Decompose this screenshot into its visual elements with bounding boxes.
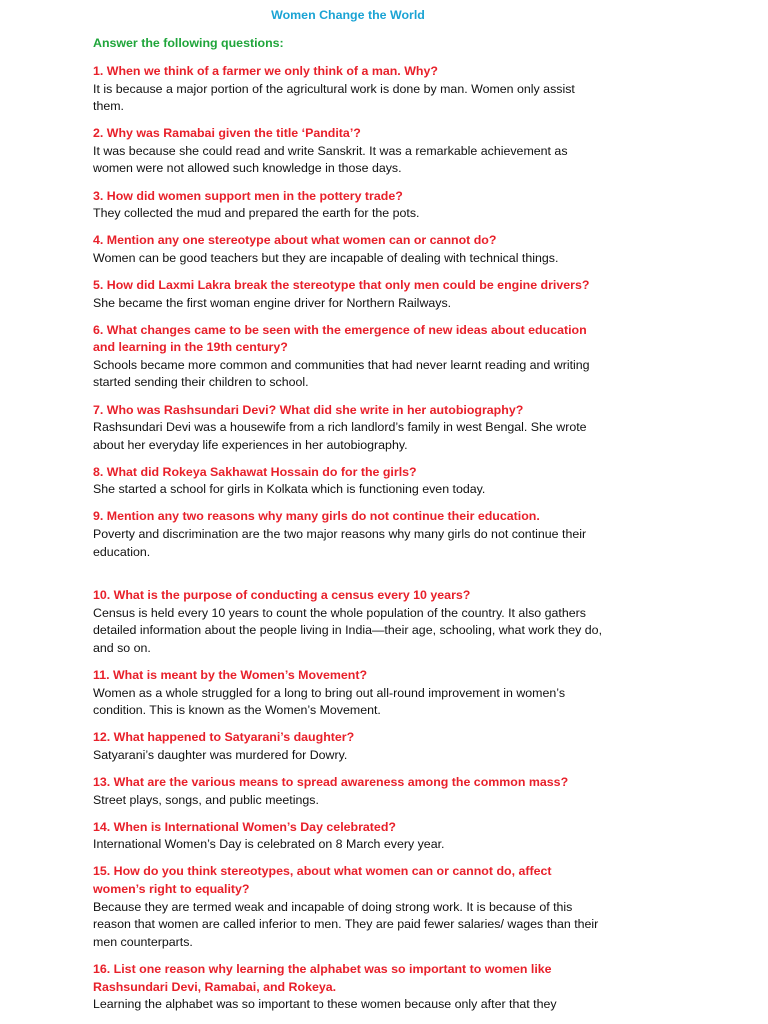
qa-item: [93, 774, 605, 809]
page-title: Women Change the World: [271, 8, 425, 22]
answer-text: It is because a major portion of the agricultural work is done by man. Women only assist them.: [93, 81, 575, 114]
answer-text: Women can be good teachers but they are incapable of dealing with technical things.: [93, 250, 559, 265]
question-text: 16. List one reason why learning the alphabet was so important to women like Rashsundari Devi, Ramabai, and Rokeya.: [93, 961, 552, 994]
answer-text: International Women’s Day is celebrated on 8 March every year.: [93, 837, 445, 852]
question-list: [93, 63, 605, 1023]
answer-text: Poverty and discrimination are the two major reasons why many girls do not continue their education.: [93, 527, 587, 559]
answer-text: Rashsundari Devi was a housewife from a rich landlord’s family in west Bengal. She wrote about her everyday life experiences in her autobiography.: [93, 420, 587, 452]
answer-text: They collected the mud and prepared the earth for the pots.: [93, 206, 420, 221]
answer-text: It was because she could read and write Sanskrit. It was a remarkable achievement as women were not allowed such knowledge in those days.: [93, 143, 568, 176]
instruction-heading: Answer the following questions:: [93, 36, 284, 50]
answer-text: Census is held every 10 years to count the whole population of the country. It also gathers detailed information about the people living in India—their age, schooling, what work they do, and so on.: [93, 605, 603, 656]
qa-item: [93, 464, 605, 499]
question-text: 15. How do you think stereotypes, about what women can or cannot do, affect women’s right to equality?: [93, 864, 552, 897]
question-text: 14. When is International Women’s Day celebrated?: [93, 819, 396, 834]
question-text: 4. Mention any one stereotype about what women can or cannot do?: [93, 233, 497, 248]
qa-item: [93, 188, 605, 223]
question-text: 7. Who was Rashsundari Devi? What did she write in her autobiography?: [93, 402, 524, 417]
question-text: 11. What is meant by the Women’s Movement?: [93, 668, 368, 683]
qa-item: [93, 667, 605, 720]
qa-item: [93, 508, 605, 561]
answer-text: Because they are termed weak and incapable of doing strong work. It is because of this reason that women are called inferior to men. They are paid fewer salaries/ wages than their men counterparts.: [93, 899, 599, 949]
question-text: 10. What is the purpose of conducting a census every 10 years?: [93, 588, 471, 603]
answer-text: Schools became more common and communities that had never learnt reading and writing started sending their children to school.: [93, 357, 590, 390]
qa-item: [93, 961, 605, 1014]
answer-text: Learning the alphabet was so important to these women because only after that they: [93, 997, 557, 1012]
answer-text: Satyarani’s daughter was murdered for Dowry.: [93, 748, 348, 762]
answer-text: She became the first woman engine driver for Northern Railways.: [93, 295, 452, 310]
qa-item: [93, 402, 605, 455]
qa-item: [93, 729, 605, 764]
question-text: 5. How did Laxmi Lakra break the stereotype that only men could be engine drivers?: [93, 277, 590, 292]
question-text: 3. How did women support men in the pottery trade?: [93, 188, 403, 203]
qa-item: [93, 63, 605, 116]
question-text: 8. What did Rokeya Sakhawat Hossain do for the girls?: [93, 464, 417, 479]
question-text: 9. Mention any two reasons why many girls do not continue their education.: [93, 509, 540, 524]
qa-item: [93, 587, 605, 657]
qa-item: [93, 819, 605, 854]
qa-item: [93, 322, 605, 392]
qa-item: [93, 125, 605, 178]
question-text: 12. What happened to Satyarani’s daughter?: [93, 730, 355, 745]
answer-text: She started a school for girls in Kolkata which is functioning even today.: [93, 482, 486, 497]
qa-item: [93, 277, 605, 312]
question-text: 2. Why was Ramabai given the title ‘Pandita’?: [93, 126, 361, 141]
qa-item: [93, 863, 605, 951]
question-text: 13. What are the various means to spread awareness among the common mass?: [93, 775, 569, 790]
answer-text: Street plays, songs, and public meetings.: [93, 792, 319, 807]
qa-item: [93, 232, 605, 267]
answer-text: Women as a whole struggled for a long to bring out all-round improvement in women’s condition. This is known as the Women’s Movement.: [93, 685, 566, 718]
question-text: 6. What changes came to be seen with the emergence of new ideas about education and learning in the 19th century?: [93, 322, 587, 355]
question-text: 1. When we think of a farmer we only think of a man. Why?: [93, 64, 438, 78]
